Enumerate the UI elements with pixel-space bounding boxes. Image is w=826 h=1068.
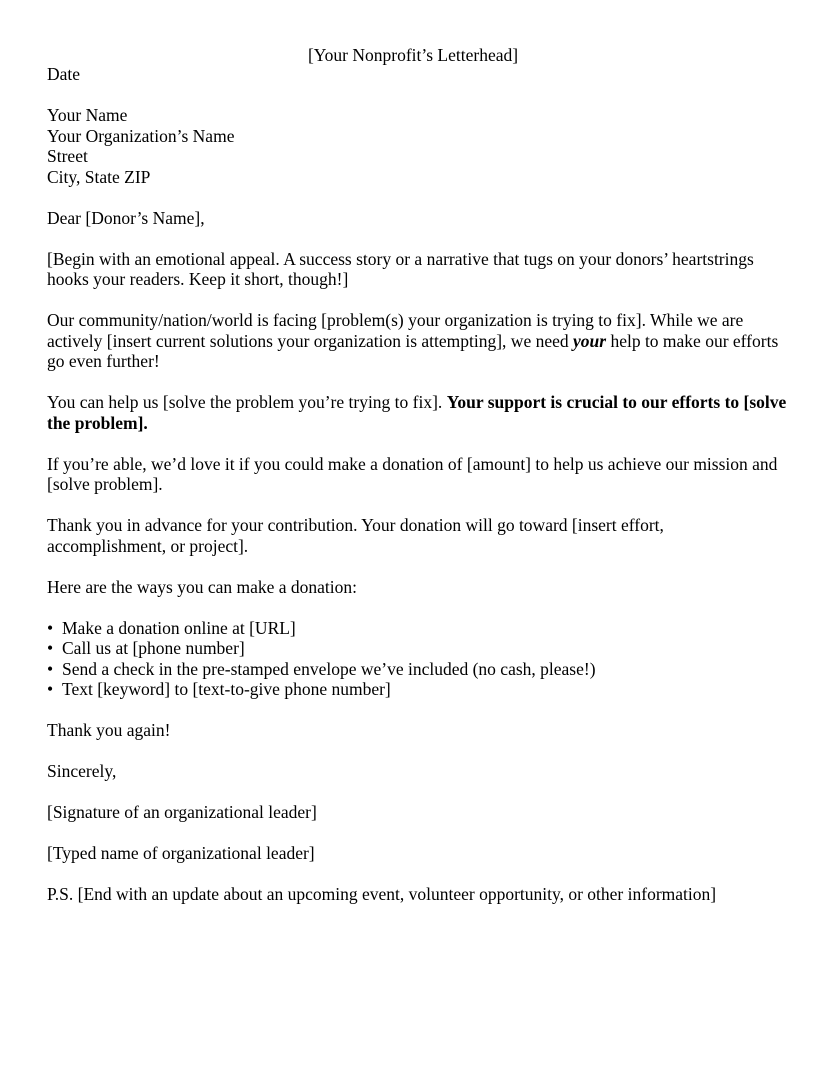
sender-city-state-zip: City, State ZIP xyxy=(47,166,151,187)
paragraph-help-text: You can help us [solve the problem you’re trying to fix]. xyxy=(47,392,447,412)
list-item xyxy=(47,638,787,659)
list-item xyxy=(47,618,787,639)
list-item-text: Text [keyword] to [text-to-give phone number] xyxy=(62,679,391,699)
list-item xyxy=(47,679,787,700)
paragraph-help-bold: Your support is crucial to our efforts to [solve the problem]. xyxy=(47,392,787,433)
paragraph-problem-emphasis: your xyxy=(573,330,607,351)
date-line: Date xyxy=(47,64,81,84)
paragraph-problem-text-1: Our community/nation/world is facing [problem(s) your organization is trying to fix]. While we are actively [insert current solutions your organization is attempting], we need xyxy=(47,310,744,351)
typed-name-placeholder: [Typed name of organizational leader] xyxy=(47,843,315,863)
closing-sincerely: Sincerely, xyxy=(47,761,117,781)
salutation: Dear [Donor’s Name], xyxy=(47,207,205,228)
sender-name: Your Name xyxy=(47,105,128,125)
signature-placeholder: [Signature of an organizational leader] xyxy=(47,802,317,822)
postscript: P.S. [End with an update about an upcoming event, volunteer opportunity, or other information] xyxy=(47,884,717,904)
list-item xyxy=(47,659,787,680)
bullet-icon: • xyxy=(47,617,54,638)
paragraph-emotional-appeal: [Begin with an emotional appeal. A success story or a narrative that tugs on your donors’ heartstrings hooks your readers. Keep it short, though!] xyxy=(47,248,754,289)
paragraph-problem xyxy=(47,310,787,372)
paragraph-thank-you-advance: Thank you in advance for your contribution. Your donation will go toward [insert effort, accomplishment, or project]. xyxy=(47,515,664,556)
donation-ways-list xyxy=(47,618,787,700)
closing-thanks: Thank you again! xyxy=(47,720,171,740)
sender-organization: Your Organization’s Name xyxy=(47,125,235,146)
list-item-text: Make a donation online at [URL] xyxy=(62,617,296,638)
letter-body xyxy=(47,105,787,905)
paragraph-ways-intro: Here are the ways you can make a donation: xyxy=(47,576,358,597)
list-item-text: Send a check in the pre-stamped envelope we’ve included (no cash, please!) xyxy=(62,658,596,679)
paragraph-help xyxy=(47,392,787,433)
paragraph-donation-ask: If you’re able, we’d love it if you could make a donation of [amount] to help us achieve our mission and [solve problem]. xyxy=(47,453,778,494)
letterhead-placeholder: [Your Nonprofit’s Letterhead] xyxy=(307,45,519,65)
bullet-icon: • xyxy=(47,638,54,658)
paragraph-problem-text-2: help to make our efforts go even further! xyxy=(47,330,779,371)
list-item-text: Call us at [phone number] xyxy=(62,638,245,658)
bullet-icon: • xyxy=(47,658,54,679)
bullet-icon: • xyxy=(47,679,54,699)
sender-street: Street xyxy=(47,146,88,166)
sender-address xyxy=(47,105,787,187)
